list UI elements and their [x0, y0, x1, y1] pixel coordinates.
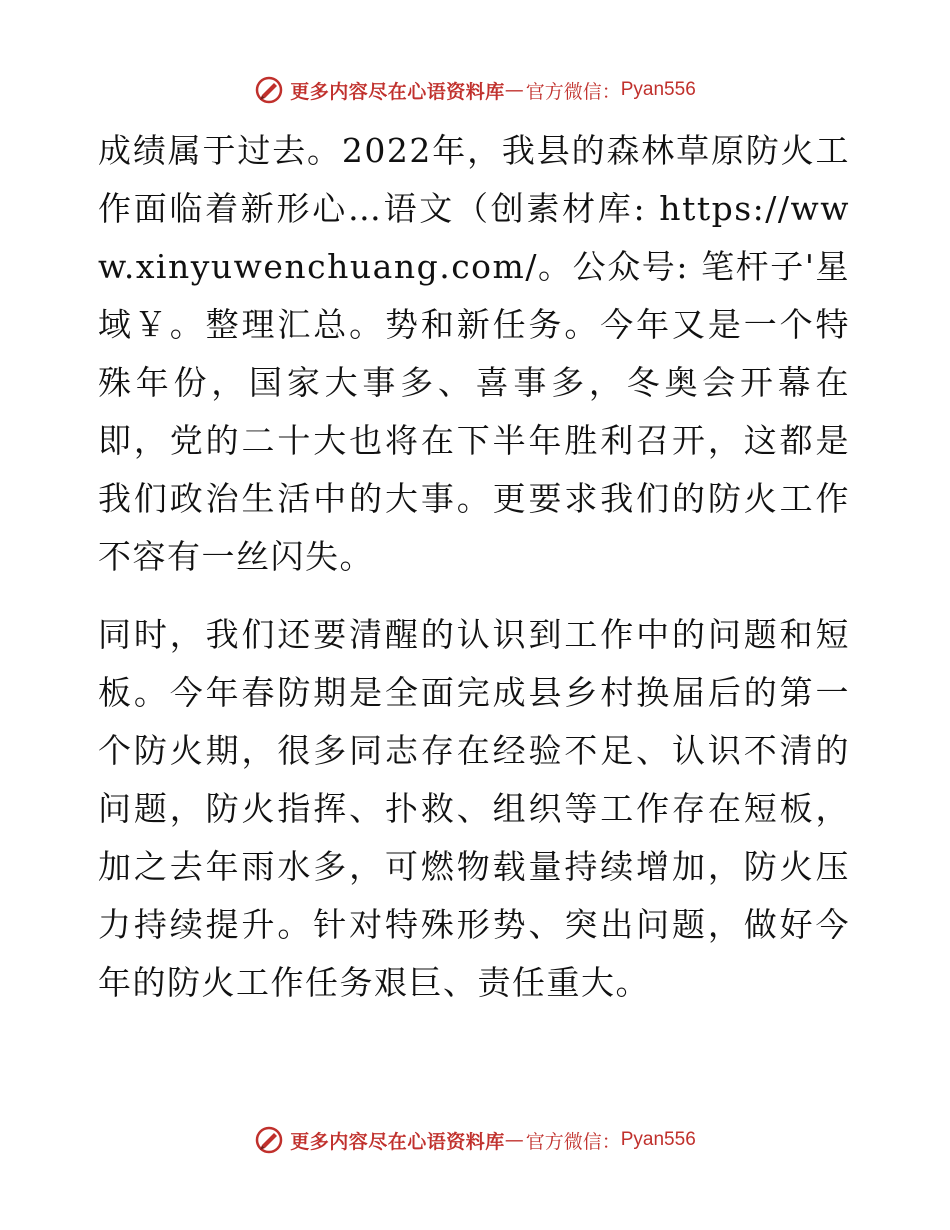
pen-logo-icon: [254, 1125, 284, 1155]
footer-wechat-label: 官方微信：: [525, 1130, 621, 1153]
header-wechat-id: Pyan556: [620, 79, 696, 100]
paragraph-1: 成绩属于过去。2022年，我县的森林草原防火工作面临着新形心…语文（创素材库: https://www.xinyuwenchuang.com/。公众号: 笔杆子'星域￥。整理汇总。势和新任务。今年又是一个特殊年份，国家大事多、喜事多，冬奥会开幕在即，党的二十大也将在下半年胜利召开，这都是我们政治生活中的大事。更要求我们的防火工作不容有一丝闪失。: [98, 131, 850, 576]
footer-banner-text: 更多内容尽在心语资料库: [290, 1130, 505, 1153]
header-banner-text: 更多内容尽在心语资料库: [290, 80, 505, 103]
document-body: [98, 122, 850, 1012]
header-separator: —: [504, 79, 524, 101]
footer-separator: —: [504, 1129, 524, 1151]
header-wechat-label: 官方微信：: [525, 80, 621, 103]
pen-logo-icon: [254, 75, 284, 105]
paragraph-2: 同时，我们还要清醒的认识到工作中的问题和短板。今年春防期是全面完成县乡村换届后的第一个防火期，很多同志存在经验不足、认识不清的问题，防火指挥、扑救、组织等工作存在短板，加之去年雨水多，可燃物载量持续增加，防火压力持续提升。针对特殊形势、突出问题，做好今年的防火工作任务艰巨、责任重大。: [98, 615, 850, 1002]
header-banner: [0, 70, 950, 110]
footer-banner: [0, 1120, 950, 1160]
footer-wechat-id: Pyan556: [620, 1129, 696, 1150]
